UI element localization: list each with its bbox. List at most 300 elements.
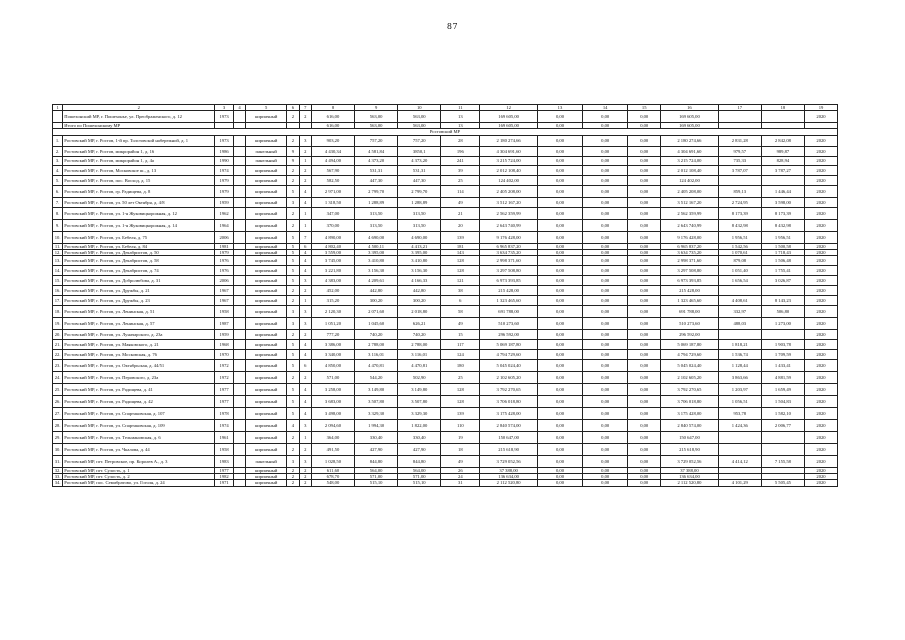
cell-7: 4	[299, 350, 311, 360]
cell-6: 2	[287, 165, 299, 175]
cell-2: Ростовский МР, г. Ростов, ул. Добролюбова, д. 31	[63, 276, 215, 286]
cell-19: 2020	[804, 185, 837, 197]
cell-10: 3 507,80	[398, 396, 441, 408]
cell-12: 1 323 465,60	[480, 296, 538, 306]
cell-14: 0,00	[583, 135, 628, 146]
cell-15: 0,00	[628, 135, 661, 146]
cell-10: 571,00	[398, 474, 441, 480]
cell-9: 313,50	[355, 207, 398, 219]
cell-19: 2020	[804, 396, 837, 408]
cell-7: 2	[299, 444, 311, 456]
cell-14: 0,00	[583, 146, 628, 156]
cell-6: 2	[287, 219, 299, 231]
cell-4	[233, 207, 245, 219]
table-row	[53, 408, 838, 420]
cell-10: 2 799,70	[398, 185, 441, 197]
cell-15: 0,00	[628, 286, 661, 296]
cell-19: 2020	[804, 286, 837, 296]
cell-16: 1 323 465,60	[661, 296, 719, 306]
cell-9: 564,00	[355, 468, 398, 474]
cell-9: 300,20	[355, 296, 398, 306]
cell-9: 1 994,30	[355, 420, 398, 432]
cell-13: 0,00	[537, 175, 582, 185]
cell-5: кирпичный	[246, 396, 287, 408]
cell-13: 0,00	[537, 330, 582, 340]
cell-11: 31	[441, 480, 480, 486]
cell-5: кирпичный	[246, 408, 287, 420]
cell-5: кирпичный	[246, 384, 287, 396]
cell-2: Ростовский МР, г. Ростов, ул. Луначарского, д. 23а	[63, 330, 215, 340]
cell-19: 2020	[804, 306, 837, 318]
cell-2: Ростовский МР, г. Ростов, Московское ш., д. 13	[63, 165, 215, 175]
cell-13: 0,00	[537, 318, 582, 330]
cell-1: 6.	[53, 185, 63, 197]
cell-12: 3 215 724,00	[480, 156, 538, 165]
cell-9: 544,20	[355, 372, 398, 384]
cell-7: 1	[299, 296, 311, 306]
cell-8: 370,00	[311, 219, 354, 231]
table-row	[53, 276, 838, 286]
cell-10: 563,00	[398, 111, 441, 123]
table-row	[53, 372, 838, 384]
cell-4	[233, 156, 245, 165]
table-row	[53, 360, 838, 372]
cell-10: 564,00	[398, 468, 441, 474]
cell-6: 5	[287, 185, 299, 197]
cell-2: Ростовский МР, г. Ростов, микрорайон 1, д. 16	[63, 146, 215, 156]
cell-1: 2.	[53, 146, 63, 156]
cell-2: Ростовский МР, г. Ростов, ул. Дружбы, д. 21	[63, 286, 215, 296]
cell-14: 0,00	[583, 219, 628, 231]
cell-19: 2020	[804, 266, 837, 276]
cell-12: 3 297 508,80	[480, 266, 538, 276]
cell-1: 22.	[53, 350, 63, 360]
table-row	[53, 286, 838, 296]
cell-17: 332,97	[718, 306, 761, 318]
cell-13: 0,00	[537, 256, 582, 266]
cell-19: 2020	[804, 468, 837, 474]
cell-18: 989,87	[761, 146, 804, 156]
cell-1: 27.	[53, 408, 63, 420]
cell-15: 0,00	[628, 444, 661, 456]
cell-9: 3 507,80	[355, 396, 398, 408]
cell-17: 1 542,56	[718, 243, 761, 249]
cell-16: 169 605,00	[661, 123, 719, 129]
cell-7: 3	[299, 456, 311, 468]
cell-14: 0,00	[583, 256, 628, 266]
cell-3: 1971	[215, 480, 233, 486]
header-cell: 13	[537, 105, 582, 111]
cell-15: 0,00	[628, 350, 661, 360]
cell-5: кирпичный	[246, 360, 287, 372]
cell-8: 3 745,00	[311, 256, 354, 266]
cell-1: 9.	[53, 219, 63, 231]
table-row	[53, 384, 838, 396]
cell-4	[233, 276, 245, 286]
cell-7: 3	[299, 318, 311, 330]
cell-18: 1 500,58	[761, 243, 804, 249]
cell-12: 4 794 729,60	[480, 350, 538, 360]
cell-9: 3 156,30	[355, 266, 398, 276]
cell-1: 30.	[53, 444, 63, 456]
header-cell: 17	[718, 105, 761, 111]
cell-10: 2 788,00	[398, 340, 441, 350]
cell-13: 0,00	[537, 266, 582, 276]
cell-2: Ростовский МР, г. Ростов, ул. Московская, д. 76	[63, 350, 215, 360]
cell-6: 2	[287, 474, 299, 480]
cell-3: 1983	[215, 456, 233, 468]
table-row	[53, 207, 838, 219]
cell-1: 11.	[53, 243, 63, 249]
cell-12: 215 428,00	[480, 286, 538, 296]
cell-17: 3 863,66	[718, 372, 761, 384]
cell-11: 13	[441, 111, 480, 123]
cell-10: 4 470,81	[398, 360, 441, 372]
cell-7: 2	[299, 372, 311, 384]
cell-17: 1 051,40	[718, 266, 761, 276]
cell-16: 9 176 428,00	[661, 231, 719, 243]
cell-5: кирпичный	[246, 340, 287, 350]
cell-15: 0,00	[628, 276, 661, 286]
cell-10: 3 410,80	[398, 256, 441, 266]
cell-4	[233, 360, 245, 372]
cell-4	[233, 286, 245, 296]
cell-8: 3 386,00	[311, 340, 354, 350]
cell-15: 0,00	[628, 207, 661, 219]
cell-9: 427,90	[355, 444, 398, 456]
cell-17: 1 956,51	[718, 231, 761, 243]
cell-19: 2020	[804, 135, 837, 146]
cell-18: 1 504,83	[761, 396, 804, 408]
cell-19: 2020	[804, 219, 837, 231]
table-row	[53, 175, 838, 185]
cell-9: 515,10	[355, 480, 398, 486]
cell-8: 4 430,34	[311, 146, 354, 156]
cell-10: 3 156,30	[398, 266, 441, 276]
cell-6: 5	[287, 276, 299, 286]
cell-8: 3 258,00	[311, 384, 354, 396]
cell-11: 25	[441, 372, 480, 384]
cell-5: кирпичный	[246, 286, 287, 296]
cell-4	[233, 318, 245, 330]
cell-2: Ростовский МР, г. Ростов, ул. 1-я Жуковицкорожная, д. 14	[63, 219, 215, 231]
cell-13: 0,00	[537, 468, 582, 474]
table-row	[53, 219, 838, 231]
cell-9: 3 149,80	[355, 384, 398, 396]
cell-15: 0,00	[628, 456, 661, 468]
cell-11: 49	[441, 318, 480, 330]
cell-14: 0,00	[583, 384, 628, 396]
cell-3: 1976	[215, 266, 233, 276]
header-cell: 7	[299, 105, 311, 111]
cell-15: 0,00	[628, 146, 661, 156]
cell-5: кирпичный	[246, 318, 287, 330]
cell-10: 330,40	[398, 432, 441, 444]
cell-4	[233, 396, 245, 408]
header-cell: 16	[661, 105, 719, 111]
cell-7: 2	[299, 330, 311, 340]
cell-17	[718, 330, 761, 340]
cell-7: 1	[299, 432, 311, 444]
cell-15: 0,00	[628, 360, 661, 372]
cell-17: 1 128,44	[718, 360, 761, 372]
cell-3: 1974	[215, 420, 233, 432]
cell-17: 3 787,07	[718, 165, 761, 175]
cell-1: 25.	[53, 384, 63, 396]
cell-19: 2020	[804, 350, 837, 360]
cell-15: 0,00	[628, 111, 661, 123]
cell-2: Ростовский МР, г. Ростов, 1-й пр. Толстовской набережной, д. 1	[63, 135, 215, 146]
cell-8: 4 802,40	[311, 243, 354, 249]
cell-18: 4 881,59	[761, 372, 804, 384]
cell-15: 0,00	[628, 468, 661, 474]
cell-6: 2	[287, 296, 299, 306]
cell-11: 38	[441, 286, 480, 296]
table-row	[53, 231, 838, 243]
cell-17: 8 173,39	[718, 207, 761, 219]
cell-16: 37 388,00	[661, 468, 719, 474]
cell-1: 10.	[53, 231, 63, 243]
cell-9: 4 209,61	[355, 276, 398, 286]
cell-11: 49	[441, 456, 480, 468]
cell-8: 4 494,00	[311, 156, 354, 165]
cell-18: 2 842,08	[761, 135, 804, 146]
cell-8: 611,60	[311, 468, 354, 474]
cell-1: 12.	[53, 249, 63, 255]
cell-16: 215 618,90	[661, 444, 719, 456]
cell-17: 1 656,54	[718, 276, 761, 286]
cell-9: 1 288,89	[355, 197, 398, 207]
cell-19: 2020	[804, 296, 837, 306]
cell-17: 2 724,95	[718, 197, 761, 207]
cell-4	[233, 175, 245, 185]
cell-1: 4.	[53, 165, 63, 175]
cell-17	[718, 444, 761, 456]
cell-11: 114	[441, 185, 480, 197]
cell-3: 1977	[215, 468, 233, 474]
cell-7: 3	[299, 420, 311, 432]
cell-18: 3 787,27	[761, 165, 804, 175]
cell-7: 3	[299, 135, 311, 146]
cell-7: 4	[299, 384, 311, 396]
cell-15: 0,00	[628, 480, 661, 486]
cell-19: 2020	[804, 165, 837, 175]
cell-11: 143	[441, 249, 480, 255]
header-cell: 3	[215, 105, 233, 111]
cell-17: 1 203,97	[718, 384, 761, 396]
cell-17: 8 432,98	[718, 219, 761, 231]
cell-3: 1978	[215, 408, 233, 420]
cell-14: 0,00	[583, 286, 628, 296]
cell-10: 1 822,00	[398, 420, 441, 432]
cell-12: 6 965 837,20	[480, 243, 538, 249]
cell-4	[233, 185, 245, 197]
cell-17	[718, 286, 761, 296]
cell-4	[233, 165, 245, 175]
cell-16: 3 215 724,00	[661, 156, 719, 165]
cell-12: 3 792 270,65	[480, 384, 538, 396]
cell-15: 0,00	[628, 123, 661, 129]
cell-1: 8.	[53, 207, 63, 219]
table-row	[53, 256, 838, 266]
cell-5: кирпичный	[246, 165, 287, 175]
cell-4	[233, 350, 245, 360]
cell-10: 1 288,89	[398, 197, 441, 207]
cell-19: 2020	[804, 243, 837, 249]
table-row	[53, 306, 838, 318]
cell-18: 1 956,51	[761, 231, 804, 243]
cell-10: 563,00	[398, 123, 441, 129]
cell-4	[233, 219, 245, 231]
cell-10: 3 149,80	[398, 384, 441, 396]
cell-5: кирпичный	[246, 296, 287, 306]
cell-17: 879,08	[718, 256, 761, 266]
cell-4	[233, 480, 245, 486]
cell-15: 0,00	[628, 474, 661, 480]
cell-3: 1986	[215, 146, 233, 156]
cell-8: 3 221,80	[311, 266, 354, 276]
cell-13: 0,00	[537, 474, 582, 480]
cell-5: кирпичный	[246, 468, 287, 474]
cell-16: 3 297 508,80	[661, 266, 719, 276]
cell-5: кирпичный	[246, 444, 287, 456]
cell-12: 9 176 428,00	[480, 231, 538, 243]
cell-14: 0,00	[583, 444, 628, 456]
repair-register-table	[52, 104, 838, 487]
cell-16: 2 643 740,99	[661, 219, 719, 231]
cell-13: 0,00	[537, 286, 582, 296]
cell-19: 2020	[804, 197, 837, 207]
cell-15: 0,00	[628, 396, 661, 408]
header-cell: 11	[441, 105, 480, 111]
cell-8: 3 340,00	[311, 350, 354, 360]
header-cell: 1	[53, 105, 63, 111]
cell-2: Ростовский МР, г. Ростов, ул. Октябрьская, д. 44/51	[63, 360, 215, 372]
table-row	[53, 111, 838, 123]
cell-1: 33.	[53, 474, 63, 480]
cell-5: кирпичный	[246, 207, 287, 219]
cell-7: 2	[299, 474, 311, 480]
header-cell: 8	[311, 105, 354, 111]
cell-12: 3 634 735,20	[480, 249, 538, 255]
table-row	[53, 318, 838, 330]
cell-3: 1976	[215, 256, 233, 266]
cell-18: 8 432,98	[761, 219, 804, 231]
cell-2: Ростовский МР, г. Ростов, ул. Ленинская, д. 51	[63, 306, 215, 318]
cell-9: 4 500,11	[355, 243, 398, 249]
cell-8: 2 120,30	[311, 306, 354, 318]
cell-13: 0,00	[537, 197, 582, 207]
cell-13: 0,00	[537, 432, 582, 444]
cell-17: 1 070,61	[718, 249, 761, 255]
cell-10: 844,80	[398, 456, 441, 468]
cell-6: 3	[287, 456, 299, 468]
cell-9: 330,40	[355, 432, 398, 444]
cell-1: 29.	[53, 432, 63, 444]
cell-14: 0,00	[583, 420, 628, 432]
cell-16: 150 647,00	[661, 432, 719, 444]
cell-3: 1982	[215, 474, 233, 480]
cell-10: 3 329,30	[398, 408, 441, 420]
cell-6: 3	[287, 318, 299, 330]
cell-5: кирпичный	[246, 420, 287, 432]
cell-3: 1973	[215, 111, 233, 123]
cell-14: 0,00	[583, 123, 628, 129]
cell-11: 139	[441, 231, 480, 243]
cell-2: Ростовский МР, г. Ростов, ул. Радищева, д. 41	[63, 384, 215, 396]
cell-14: 0,00	[583, 330, 628, 340]
cell-17: 1 056,51	[718, 396, 761, 408]
cell-19: 2020	[804, 156, 837, 165]
cell-4	[233, 306, 245, 318]
cell-2: Ростовский МР, г. Ростов, ул. Маяковского, д. 21	[63, 340, 215, 350]
cell-12: 169 605,00	[480, 111, 538, 123]
cell-1: 1.	[53, 135, 63, 146]
cell-2: Ростовский МР, г. Ростов, ул. 1-я Жуковицкорожная, д. 12	[63, 207, 215, 219]
section-title: Ростовский МР	[53, 129, 838, 135]
cell-17: 4 414,12	[718, 456, 761, 468]
cell-9: 563,00	[355, 111, 398, 123]
cell-18	[761, 432, 804, 444]
cell-7: 7	[299, 231, 311, 243]
cell-12: 150 647,00	[480, 432, 538, 444]
cell-9: 4 470,81	[355, 360, 398, 372]
cell-16: 4 794 729,60	[661, 350, 719, 360]
cell-13: 0,00	[537, 420, 582, 432]
cell-13: 0,00	[537, 219, 582, 231]
cell-9: 447,30	[355, 175, 398, 185]
cell-14: 0,00	[583, 207, 628, 219]
cell-15: 0,00	[628, 432, 661, 444]
cell-17: 979,57	[718, 146, 761, 156]
cell-14: 0,00	[583, 197, 628, 207]
cell-6: 2	[287, 444, 299, 456]
cell-3: 1962	[215, 207, 233, 219]
cell-7: 4	[299, 249, 311, 255]
cell-2: Ростовский МР, г. Ростов, гр. Радищева, д. 8	[63, 185, 215, 197]
cell-13: 0,00	[537, 306, 582, 318]
cell-3: 1990	[215, 156, 233, 165]
cell-15: 0,00	[628, 256, 661, 266]
cell-11: 13	[441, 123, 480, 129]
cell-1: 28.	[53, 420, 63, 432]
cell-3: 2006	[215, 276, 233, 286]
cell-13: 0,00	[537, 243, 582, 249]
cell-17	[718, 111, 761, 123]
cell-8: 571,00	[311, 372, 354, 384]
cell-18: 1 718,43	[761, 249, 804, 255]
cell-19: 2020	[804, 175, 837, 185]
cell-16: 296 592,00	[661, 330, 719, 340]
cell-13: 0,00	[537, 456, 582, 468]
cell-3: 1959	[215, 330, 233, 340]
cell-8: 452,00	[311, 286, 354, 296]
cell-1: 15.	[53, 276, 63, 286]
cell-18	[761, 444, 804, 456]
cell-19: 2020	[804, 249, 837, 255]
cell-10: 502,90	[398, 372, 441, 384]
cell-8: 1 318,50	[311, 197, 354, 207]
cell-13: 0,00	[537, 146, 582, 156]
cell-9: 757,20	[355, 135, 398, 146]
cell-7: 4	[299, 197, 311, 207]
cell-11: 28	[441, 135, 480, 146]
cell-2: Ростовский МР, пос. Семибратово, ул. Гоголя, д. 24	[63, 480, 215, 486]
cell-19: 2020	[804, 360, 837, 372]
cell-8: 491,50	[311, 444, 354, 456]
cell-11: 128	[441, 266, 480, 276]
table-row	[53, 185, 838, 197]
